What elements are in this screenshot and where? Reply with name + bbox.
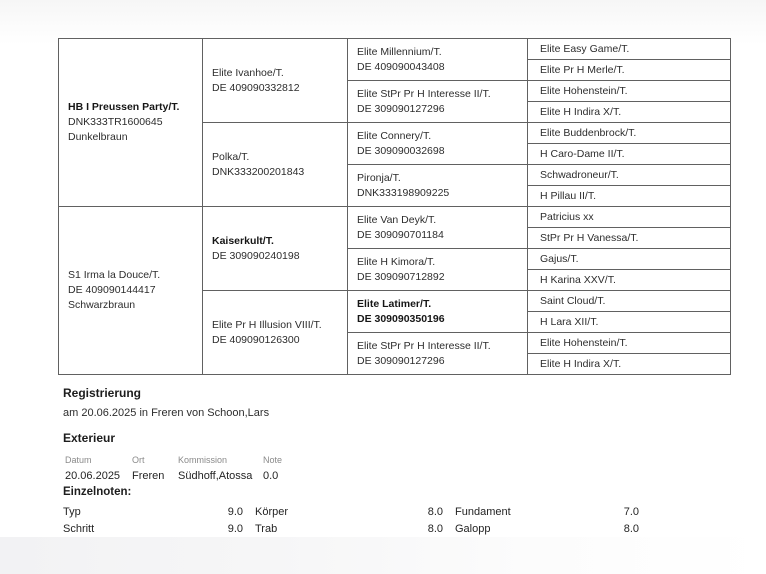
pedigree-cell-g4-5 — [528, 144, 731, 165]
horse-regnumber: DNK333198909225 — [357, 186, 450, 199]
exterieur-col-kommission: Kommission — [178, 455, 228, 465]
score-label-schritt: Schritt — [63, 522, 95, 535]
horse-name: H Lara XII/T. — [540, 315, 599, 328]
pedigree-cell-g4-9 — [528, 228, 731, 249]
horse-name: Elite Latimer/T. — [357, 297, 432, 310]
exterieur-value-ort: Freren — [132, 470, 165, 482]
horse-regnumber: DE 309090712892 — [357, 270, 445, 283]
horse-name: Kaiserkult/T. — [212, 234, 274, 247]
horse-name: Patricius xx — [540, 210, 594, 223]
exterieur-col-note: Note — [263, 455, 283, 465]
horse-regnumber: DNK333200201843 — [212, 165, 305, 178]
pedigree-cell-g3-0 — [348, 39, 528, 81]
exterieur-col-datum: Datum — [65, 455, 92, 465]
score-value-koerper: 8.0 — [427, 505, 443, 518]
pedigree-cell-g4-2 — [528, 81, 731, 102]
horse-name: Elite Pr H Illusion VIII/T. — [212, 318, 322, 331]
horse-name: Gajus/T. — [540, 252, 579, 265]
horse-regnumber: DE 309090127296 — [357, 354, 445, 367]
horse-name: H Pillau II/T. — [540, 189, 597, 202]
horse-name: S1 Irma la Douce/T. — [68, 269, 161, 281]
pedigree-cell-g2-1 — [203, 123, 348, 207]
pedigree-cell-g2-2 — [203, 207, 348, 291]
pedigree-cell-g4-12 — [528, 291, 731, 312]
horse-name: StPr Pr H Vanessa/T. — [540, 231, 639, 244]
einzelnoten-scores — [63, 503, 639, 537]
score-value-schritt: 9.0 — [227, 522, 243, 535]
horse-name: Elite Van Deyk/T. — [357, 213, 437, 226]
horse-name: Pironja/T. — [357, 171, 401, 184]
pedigree-cell-g3-3 — [348, 165, 528, 207]
horse-regnumber: DE 309090350196 — [357, 312, 445, 325]
pedigree-cell-g3-1 — [348, 81, 528, 123]
pedigree-cell-g3-7 — [348, 333, 528, 375]
registration-text: am 20.06.2025 in Freren von Schoon,Lars — [63, 407, 270, 419]
score-value-typ: 9.0 — [227, 505, 243, 518]
pedigree-cell-g4-8 — [528, 207, 731, 228]
horse-name: Elite StPr Pr H Interesse II/T. — [357, 339, 491, 352]
exterieur-heading: Exterieur — [63, 431, 116, 445]
pedigree-cell-g3-6 — [348, 291, 528, 333]
pedigree-cell-g4-3 — [528, 102, 731, 123]
horse-color: Dunkelbraun — [68, 131, 128, 143]
score-value-fundament: 7.0 — [623, 505, 639, 518]
pedigree-cell-g3-4 — [348, 207, 528, 249]
horse-regnumber: DE 409090332812 — [212, 81, 300, 94]
pedigree-cell-g4-11 — [528, 270, 731, 291]
horse-color: Schwarzbraun — [68, 299, 136, 311]
horse-name: Elite StPr Pr H Interesse II/T. — [357, 87, 491, 100]
horse-name: Schwadroneur/T. — [540, 168, 619, 181]
horse-name: Elite H Indira X/T. — [540, 357, 622, 370]
horse-name: Elite Buddenbrock/T. — [540, 126, 637, 139]
score-value-galopp: 8.0 — [623, 522, 639, 535]
pedigree-cell-g4-14 — [528, 333, 731, 354]
pedigree-cell-g4-10 — [528, 249, 731, 270]
horse-name: HB I Preussen Party/T. — [68, 101, 180, 113]
pedigree-cell-g4-7 — [528, 186, 731, 207]
pedigree-cell-g3-2 — [348, 123, 528, 165]
score-value-trab: 8.0 — [427, 522, 443, 535]
horse-name: Elite Pr H Merle/T. — [540, 63, 625, 76]
score-label-fundament: Fundament — [455, 505, 511, 518]
horse-regnumber: DE 409090043408 — [357, 60, 445, 73]
horse-name: H Karina XXV/T. — [540, 273, 616, 286]
registration-heading: Registrierung — [63, 386, 142, 400]
horse-name: Elite Millennium/T. — [357, 45, 442, 58]
horse-regnumber: DE 309090032698 — [357, 144, 445, 157]
pedigree-cell-g4-6 — [528, 165, 731, 186]
pedigree-table — [58, 38, 731, 375]
exterieur-col-ort: Ort — [132, 455, 145, 465]
score-label-galopp: Galopp — [455, 522, 491, 535]
horse-regnumber: DE 309090127296 — [357, 102, 445, 115]
pedigree-cell-dam — [59, 207, 203, 375]
pedigree-cell-g4-15 — [528, 354, 731, 375]
horse-regnumber: DE 309090240198 — [212, 249, 300, 262]
pedigree-cell-g4-0 — [528, 39, 731, 60]
pedigree-cell-g2-0 — [203, 39, 348, 123]
score-label-typ: Typ — [63, 505, 81, 518]
einzelnoten-heading: Einzelnoten: — [63, 486, 132, 498]
horse-name: Elite H Kimora/T. — [357, 255, 436, 268]
exterieur-table — [65, 452, 313, 484]
horse-name: Elite Ivanhoe/T. — [212, 66, 284, 79]
page-bottom-shadow — [0, 537, 766, 574]
score-label-trab: Trab — [255, 522, 278, 535]
exterieur-value-note: 0.0 — [263, 470, 279, 482]
horse-name: Polka/T. — [212, 150, 250, 163]
horse-regnumber: DE 409090126300 — [212, 333, 300, 346]
pedigree-cell-sire — [59, 39, 203, 207]
horse-regnumber: DE 409090144417 — [68, 284, 156, 296]
horse-name: Elite Easy Game/T. — [540, 42, 630, 55]
score-label-koerper: Körper — [255, 505, 289, 518]
horse-name: Saint Cloud/T. — [540, 294, 606, 307]
pedigree-cell-g4-1 — [528, 60, 731, 81]
exterieur-value-datum: 20.06.2025 — [65, 470, 121, 482]
horse-name: Elite Connery/T. — [357, 129, 432, 142]
horse-regnumber: DE 309090701184 — [357, 228, 444, 241]
pedigree-cell-g4-13 — [528, 312, 731, 333]
pedigree-cell-g3-5 — [348, 249, 528, 291]
horse-name: H Caro-Dame II/T. — [540, 147, 625, 160]
horse-name: Elite Hohenstein/T. — [540, 84, 628, 97]
horse-name: Elite Hohenstein/T. — [540, 336, 628, 349]
pedigree-cell-g2-3 — [203, 291, 348, 375]
pedigree-cell-g4-4 — [528, 123, 731, 144]
horse-regnumber: DNK333TR1600645 — [68, 116, 163, 128]
exterieur-value-kommission: Südhoff,Atossa — [178, 470, 253, 482]
horse-name: Elite H Indira X/T. — [540, 105, 622, 118]
